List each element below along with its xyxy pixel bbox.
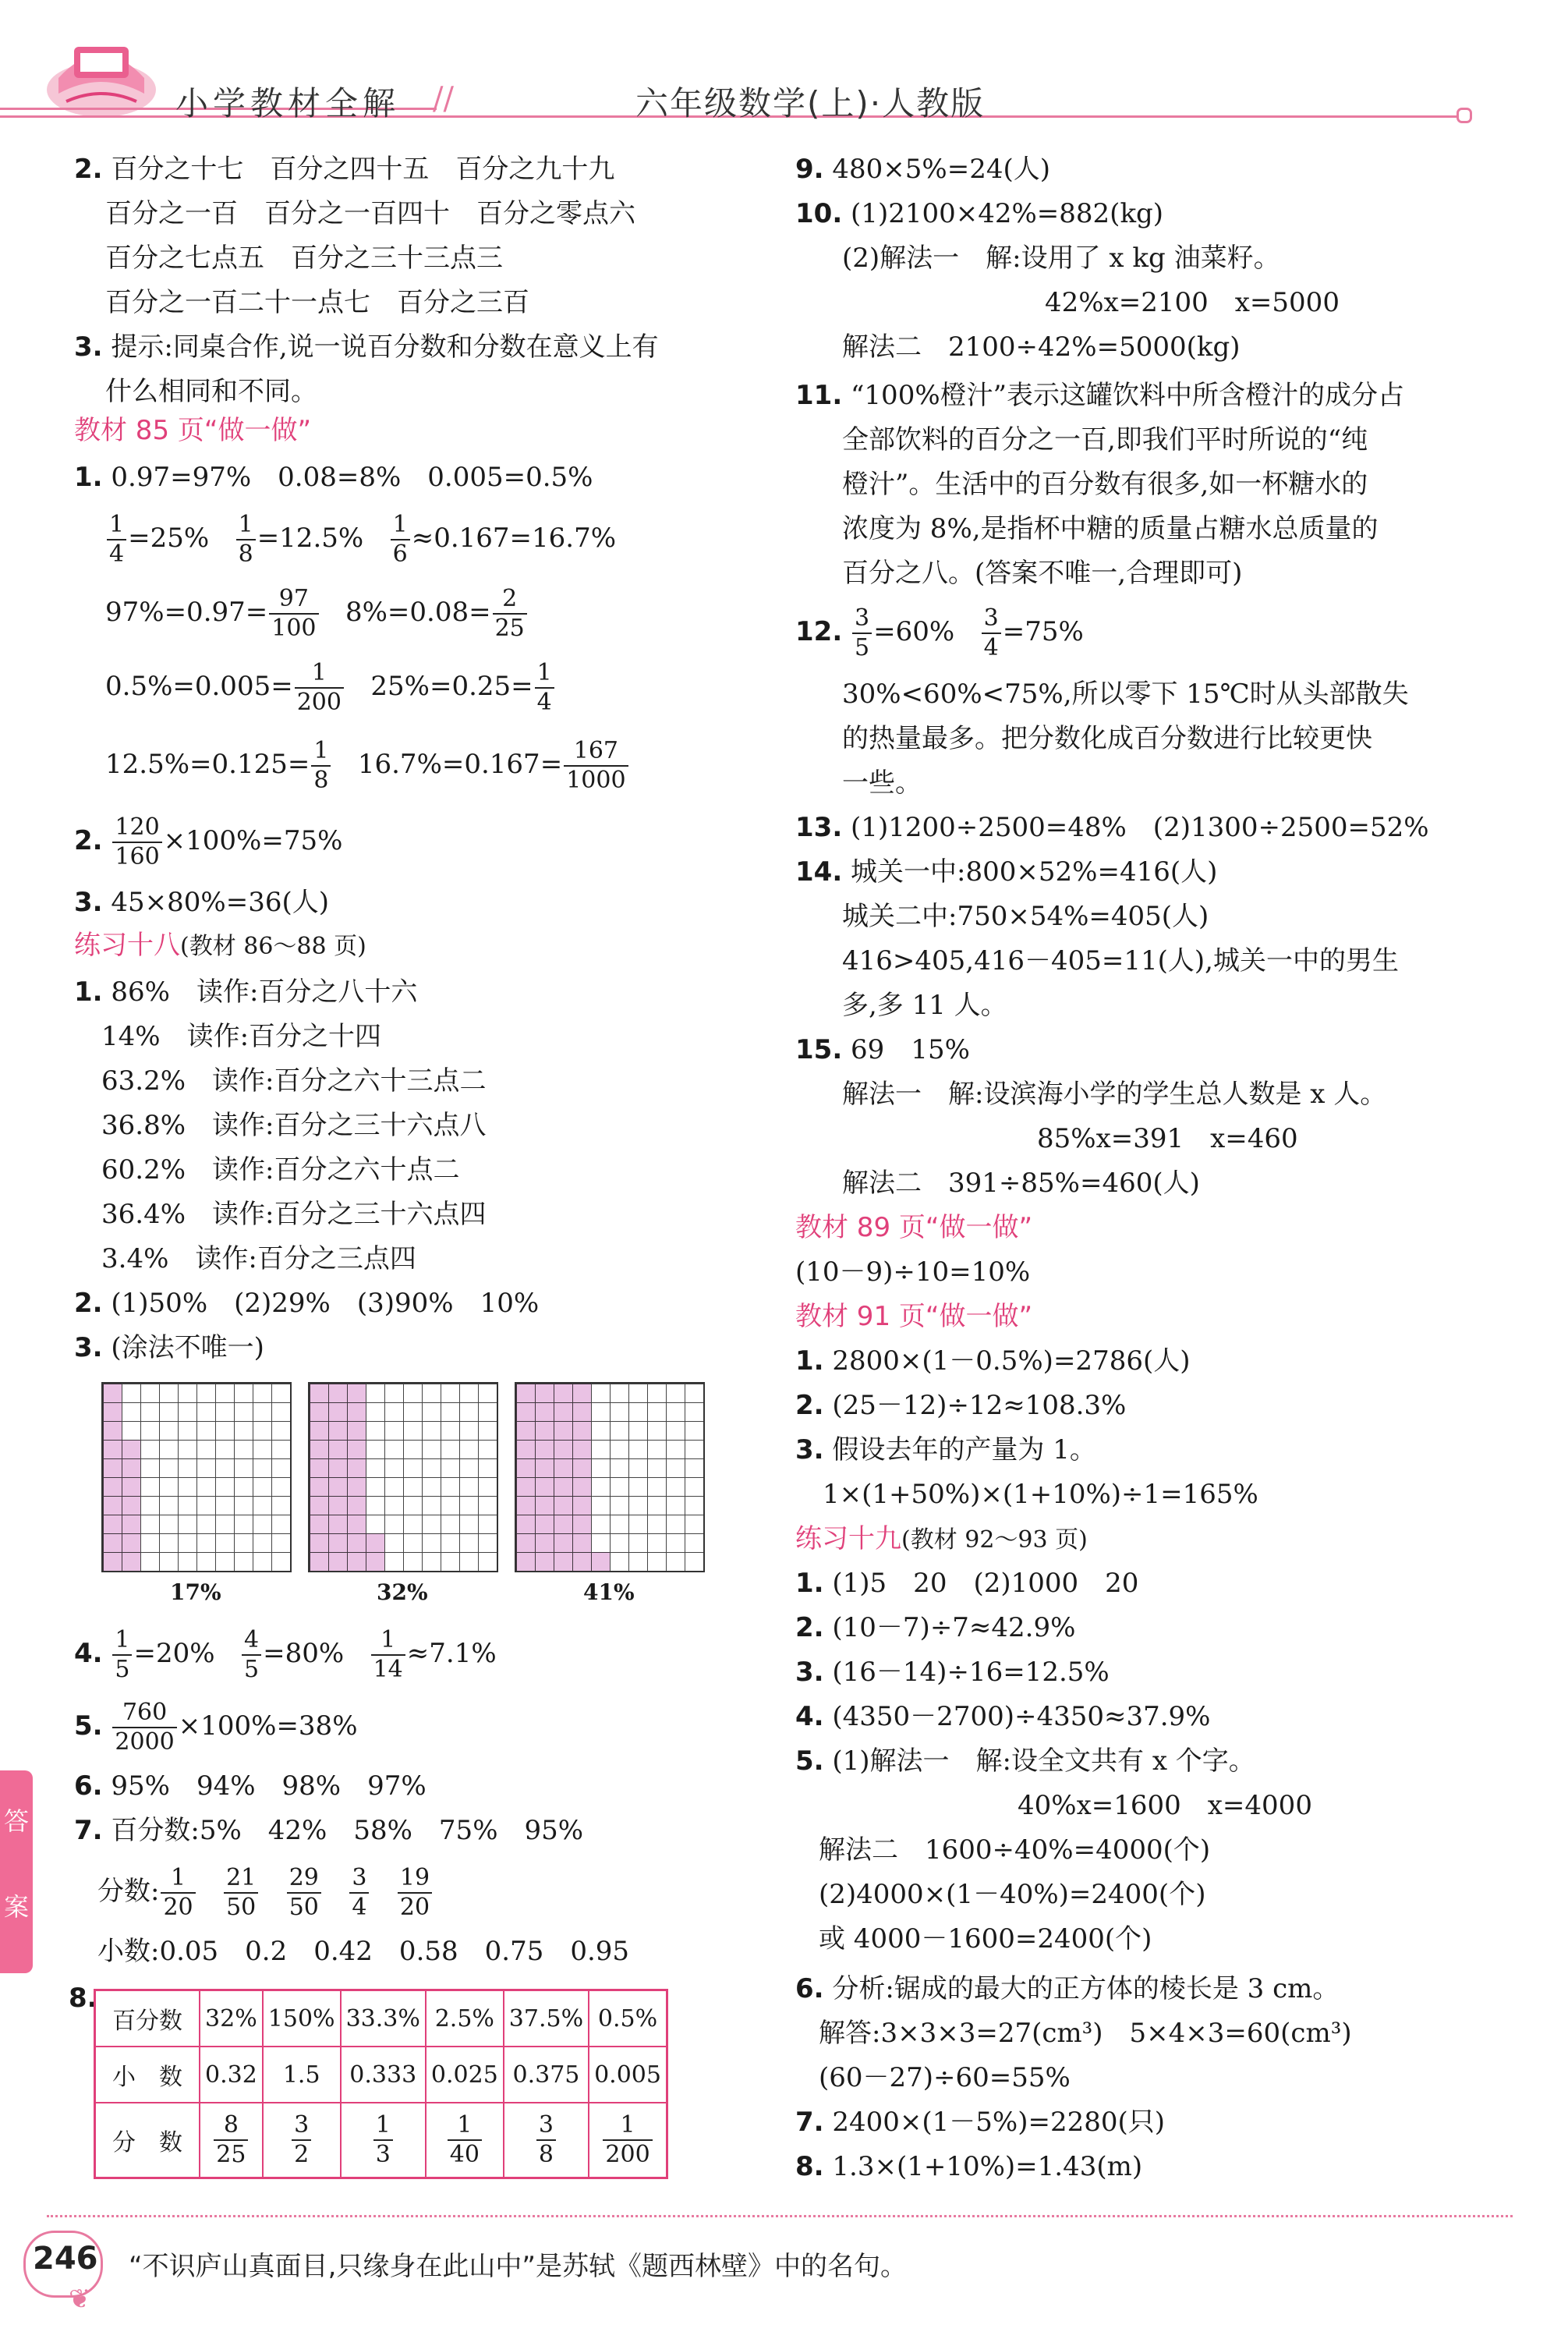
x6-line: 解答:3×3×3=27(cm³) 5×4×3=60(cm³) [819,2018,1352,2049]
x6-line: 分析:锯成的最大的正方体的棱长是 3 cm。 [832,1973,1340,2004]
q3-line: 什么相同和不同。 [105,376,317,407]
fraction: $\frac{97}{100}$ [269,587,318,640]
s91-label: 2. [795,1390,824,1421]
r9-label: 9. [795,154,824,185]
q2-line: 百分之一百 百分之一百四十 百分之零点六 [105,198,635,229]
x6-line: (60－27)÷60=55% [819,2062,1071,2093]
fraction: $\frac{1}{20}$ [161,1866,195,1919]
x5-line: 解法二 1600÷40%=4000(个) [819,1834,1211,1866]
x-text: (16－14)÷16=12.5% [832,1657,1110,1688]
grid-caption: 17% [170,1579,221,1605]
q3-line: 提示:同桌合作,说一说百分数和分数在意义上有 [111,331,659,363]
r12-line: 一些。 [842,767,922,799]
x-label: 3. [795,1657,824,1688]
section-heading-85: 教材 85 页“做一做” [74,415,312,446]
section-heading-89: 教材 89 页“做一做” [795,1212,1033,1243]
grid-caption: 32% [377,1579,428,1605]
r11-line: 百分之八。(答案不唯一,合理即可) [842,558,1243,589]
e2-label: 2. [74,1288,103,1319]
footer-quote: “不识庐山真面目,只缘身在此山中”是苏轼《题西林壁》中的名句。 [129,2251,908,2282]
d3-text: 45×80%=36(人) [111,887,329,918]
table-cell: 0.005 [589,2047,667,2103]
x-label: 1. [795,1568,824,1599]
r13-text: (1)1200÷2500=48% (2)1300÷2500=52% [851,812,1429,843]
r10-line: (2)解法一 解:设用了 x kg 油菜籽。 [842,243,1280,274]
d1-line1: 0.97=97% 0.08=8% 0.005=0.5% [111,462,593,493]
exercise-19-heading: 练习十九(教材 92～93 页) [795,1523,1088,1554]
d2-line: 2. $\frac{120}{160}$ ×100%=75% [74,813,343,870]
table-cell: 37.5% [504,1990,589,2047]
table-cell: 0.333 [341,2047,426,2103]
page-number: 246 [33,2241,98,2277]
e1-line: 63.2% 读作:百分之六十三点二 [101,1065,487,1097]
x5-line: 或 4000－1600=2400(个) [819,1923,1152,1954]
q2-line: 百分之一百二十一点七 百分之三百 [105,287,529,318]
section-heading-91: 教材 91 页“做一做” [795,1301,1033,1332]
e3-label: 3. [74,1332,103,1363]
table-cell: $\frac{1}{3}$ [341,2103,426,2178]
fraction: $\frac{1}{4}$ [535,661,554,714]
x8-label: 8. [795,2151,824,2182]
r15-line: 解法二 391÷85%=460(人) [842,1168,1200,1199]
row-header: 百分数 [95,1990,200,2047]
q2-label: 2. [74,154,103,185]
e2-text: (1)50% (2)29% (3)90% 10% [111,1288,540,1319]
r13-label: 13. [795,812,843,843]
table-row [95,2047,667,2103]
r11-line: 浓度为 8%,是指杯中糖的质量占糖水总质量的 [842,513,1379,544]
conversion-table [94,1989,668,2179]
fraction: $\frac{1}{4}$ [107,513,126,566]
r14-line: 416>405,416－405=11(人),城关一中的男生 [842,945,1399,976]
footer-dotted-rule [47,2215,1513,2217]
hundred-grid-1 [101,1382,292,1572]
r12-line: 的热量最多。把分数化成百分数进行比较更快 [842,723,1372,754]
table-cell: $\frac{8}{25}$ [200,2103,263,2178]
x5-line: 40%x=1600 x=4000 [1018,1790,1312,1821]
fraction: $\frac{2}{25}$ [493,587,527,640]
x6-label: 6. [795,1973,824,2004]
r15-label: 15. [795,1034,843,1065]
row-header: 分 数 [95,2103,200,2178]
d1-label: 1. [74,462,103,493]
row-header: 小 数 [95,2047,200,2103]
x-text: (4350－2700)÷4350≈37.9% [832,1701,1211,1732]
subject-title: 六年级数学(上)·人教版 [635,84,986,122]
e1-line: 36.8% 读作:百分之三十六点八 [101,1110,487,1141]
table-cell: 33.3% [341,1990,426,2047]
q2-line: 百分之七点五 百分之三十三点三 [105,243,503,274]
e1-line: 60.2% 读作:百分之六十点二 [101,1154,460,1185]
r12-line: 30%<60%<75%,所以零下 15℃时从头部散失 [842,679,1409,710]
table-row [95,2103,667,2178]
answer-side-tab [0,1770,33,1973]
x-text: (10－7)÷7≈42.9% [832,1612,1076,1643]
x-label: 5. [795,1745,824,1777]
fraction: $\frac{29}{50}$ [287,1866,321,1919]
q3-label: 3. [74,331,103,363]
fraction: $\frac{1}{6}$ [391,513,410,566]
s91-text: (25－12)÷12≈108.3% [832,1390,1127,1421]
d1-line2: $\frac{1}{4}$ =25% $\frac{1}{8}$ =12.5% $\frac{1}{6}$ ≈0.167=16.7% [105,507,616,569]
d1-line5: 12.5%=0.125= $\frac{1}{8}$ 16.7%=0.167= $\frac{167}{1000}$ [105,733,630,796]
shaded-region [122,1440,140,1571]
fraction: $\frac{3}{4}$ [982,607,1001,660]
r15-line: 69 15% [851,1034,970,1065]
table-cell: 2.5% [426,1990,504,2047]
s91-label: 3. [795,1434,824,1465]
shaded-region [366,1533,384,1571]
fraction: $\frac{1}{200}$ [295,661,344,714]
s89-text: (10－9)÷10=10% [795,1256,1031,1288]
table-cell: $\frac{3}{8}$ [504,2103,589,2178]
fraction: $\frac{120}{160}$ [112,816,161,869]
fraction: $\frac{1}{8}$ [311,739,331,792]
r14-line: 多,多 11 人。 [842,990,1007,1021]
e7-fractions: 分数: $\frac{1}{20}$ $\frac{21}{50}$ $\frac{29}{50}$ $\frac{3}{4}$ $\frac{19}{20}$ [97,1860,434,1923]
r11-line: “100%橙汁”表示这罐饮料中所含橙汁的成分占 [851,380,1405,411]
r10-label: 10. [795,198,843,229]
r11-line: 全部饮料的百分之一百,即我们平时所说的“纯 [842,424,1368,455]
e4-line: 4. $\frac{1}{5}$ =20% $\frac{4}{5}$ =80% $\frac{1}{14}$ ≈7.1% [74,1626,497,1683]
r11-label: 11. [795,380,843,411]
e1-line: 3.4% 读作:百分之三点四 [101,1243,416,1274]
x-label: 4. [795,1701,824,1732]
r9-text: 480×5%=24(人) [832,154,1050,185]
table-cell: 1.5 [263,2047,341,2103]
e1-line: 86% 读作:百分之八十六 [111,976,418,1008]
hundred-grid-3 [515,1382,705,1572]
r14-line: 城关一中:800×52%=416(人) [851,856,1218,888]
r12-line: 12. $\frac{3}{5}$ =60% $\frac{3}{4}$ =75% [795,604,1084,661]
e3-text: (涂法不唯一) [111,1332,264,1363]
x-text: (1)5 20 (2)1000 20 [832,1568,1139,1599]
r14-label: 14. [795,856,843,888]
table-cell: 0.025 [426,2047,504,2103]
slash-decoration: // [433,81,454,117]
shaded-region [591,1552,610,1571]
s91-text: 假设去年的产量为 1。 [832,1434,1096,1465]
e7-decimals: 小数:0.05 0.2 0.42 0.58 0.75 0.95 [97,1936,630,1967]
fraction: $\frac{1}{5}$ [112,1628,132,1682]
table-cell: $\frac{1}{40}$ [426,2103,504,2178]
table-cell: $\frac{1}{200}$ [589,2103,667,2178]
shaded-region [310,1384,366,1571]
e1-label: 1. [74,976,103,1008]
table-cell: 0.32 [200,2047,263,2103]
fraction: $\frac{1}{14}$ [371,1628,405,1682]
table-cell: $\frac{3}{2}$ [263,2103,341,2178]
x7-text: 2400×(1－5%)=2280(只) [832,2107,1166,2138]
s91-label: 1. [795,1345,824,1377]
leaf-icon: ❦ [69,2284,91,2315]
e1-line: 36.4% 读作:百分之三十六点四 [101,1199,487,1230]
fraction: $\frac{760}{2000}$ [112,1701,176,1754]
grid-caption: 41% [583,1579,635,1605]
table-cell: 150% [263,1990,341,2047]
fraction: $\frac{3}{4}$ [349,1866,369,1919]
r11-line: 橙汁”。生活中的百分数有很多,如一杯糖水的 [842,469,1368,500]
x5-line: (2)4000×(1－40%)=2400(个) [819,1879,1206,1910]
side-tab-char: 答 [3,1806,29,1836]
r14-line: 城关二中:750×54%=405(人) [842,901,1209,932]
fraction: $\frac{19}{20}$ [398,1866,432,1919]
fraction: $\frac{1}{8}$ [236,513,256,566]
e7-label: 7. [74,1815,103,1846]
s91-3b: 1×(1+50%)×(1+10%)÷1=165% [823,1479,1258,1510]
hundred-grid-2 [308,1382,498,1572]
r15-line: 解法一 解:设滨海小学的学生总人数是 x 人。 [842,1079,1387,1110]
e8-label: 8. [69,1983,97,2014]
table-cell: 32% [200,1990,263,2047]
r15-line: 85%x=391 x=460 [1037,1123,1298,1154]
series-title: 小学教材全解 [175,84,401,122]
table-cell: 0.375 [504,2047,589,2103]
e6-text: 95% 94% 98% 97% [111,1770,427,1802]
r10-line: 解法二 2100÷42%=5000(kg) [842,331,1241,363]
fraction: $\frac{3}{5}$ [852,607,872,660]
e6-label: 6. [74,1770,103,1802]
fraction: $\frac{21}{50}$ [224,1866,258,1919]
r10-line: (1)2100×42%=882(kg) [851,198,1164,229]
s91-text: 2800×(1－0.5%)=2786(人) [832,1345,1191,1377]
d3-label: 3. [74,887,103,918]
d1-line3: 97%=0.97= $\frac{97}{100}$ 8%=0.08= $\frac{2}{25}$ [105,581,529,643]
fraction: $\frac{4}{5}$ [242,1628,261,1682]
r10-line: 42%x=2100 x=5000 [1045,287,1340,318]
fraction: $\frac{167}{1000}$ [564,739,628,792]
shaded-region [103,1384,122,1571]
e5-line: 5. $\frac{760}{2000}$ ×100%=38% [74,1699,358,1756]
e1-line: 14% 读作:百分之十四 [101,1021,382,1052]
table-row [95,1990,667,2047]
x-text: (1)解法一 解:设全文共有 x 个字。 [832,1745,1255,1777]
x7-label: 7. [795,2107,824,2138]
table-cell: 0.5% [589,1990,667,2047]
e7-percents: 百分数:5% 42% 58% 75% 95% [111,1815,584,1846]
side-tab-char: 案 [3,1892,29,1922]
x8-text: 1.3×(1+10%)=1.43(m) [832,2151,1143,2182]
header-rule-dot [1457,108,1472,123]
x-label: 2. [795,1612,824,1643]
d1-line4: 0.5%=0.005= $\frac{1}{200}$ 25%=0.25= $\frac{1}{4}$ [105,655,556,718]
shaded-region [516,1384,591,1571]
exercise-18-heading: 练习十八(教材 86～88 页) [74,930,366,961]
q2-line: 百分之十七 百分之四十五 百分之九十九 [111,154,615,185]
